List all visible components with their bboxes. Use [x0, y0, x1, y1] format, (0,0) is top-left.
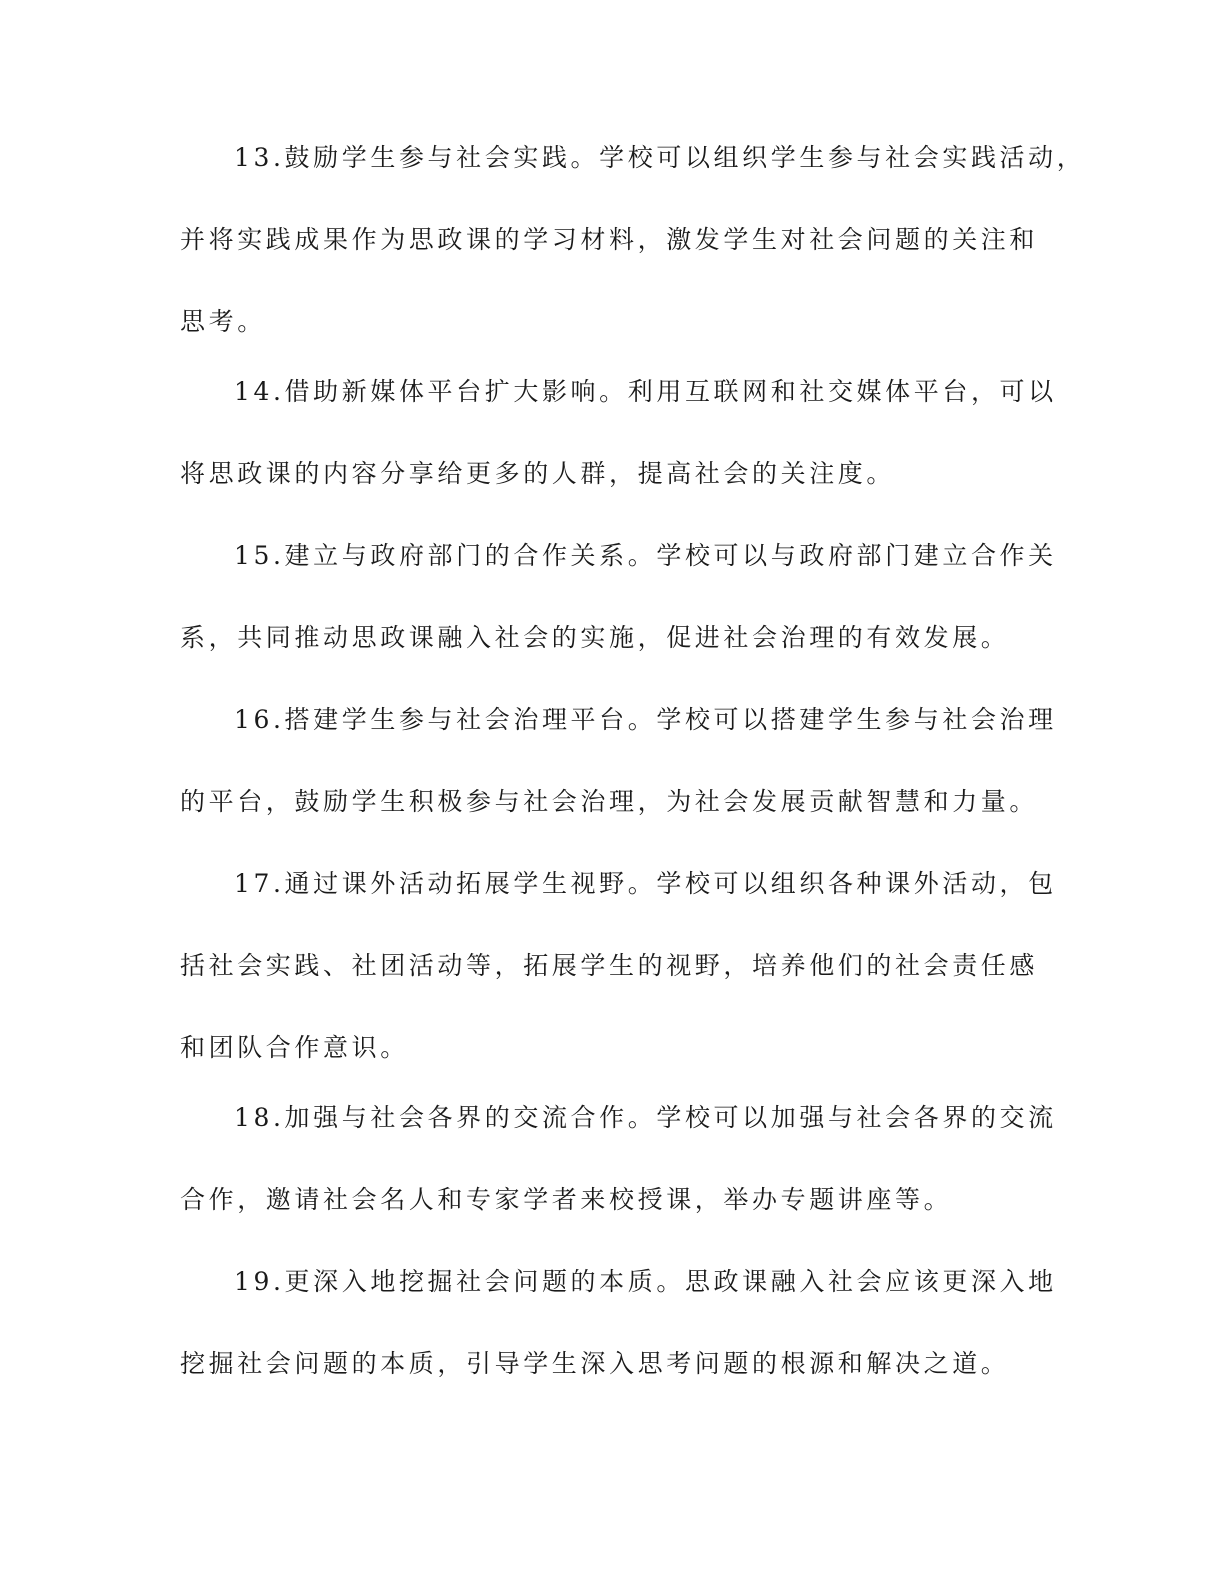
paragraph-line: 和团队合作意识。 — [180, 1033, 409, 1062]
paragraph-line: 18.加强与社会各界的交流合作。学校可以加强与社会各界的交流 — [234, 1103, 1057, 1132]
paragraph-line: 并将实践成果作为思政课的学习材料，激发学生对社会问题的关注和 — [180, 225, 1039, 254]
paragraph-line: 14.借助新媒体平台扩大影响。利用互联网和社交媒体平台，可以 — [234, 377, 1057, 406]
paragraph-line: 16.搭建学生参与社会治理平台。学校可以搭建学生参与社会治理 — [234, 705, 1057, 734]
paragraph-line: 挖掘社会问题的本质，引导学生深入思考问题的根源和解决之道。 — [180, 1349, 1010, 1378]
paragraph-13 — [180, 117, 1086, 363]
paragraph-17 — [180, 843, 1057, 1089]
paragraph-line: 思考。 — [180, 307, 266, 336]
paragraph-19 — [180, 1241, 1057, 1405]
paragraph-18 — [180, 1077, 1057, 1241]
paragraph-line: 13.鼓励学生参与社会实践。学校可以组织学生参与社会实践活动， — [234, 143, 1086, 172]
paragraph-15 — [180, 515, 1057, 679]
paragraph-line: 系，共同推动思政课融入社会的实施，促进社会治理的有效发展。 — [180, 623, 1010, 652]
paragraph-line: 15.建立与政府部门的合作关系。学校可以与政府部门建立合作关 — [234, 541, 1057, 570]
paragraph-line: 将思政课的内容分享给更多的人群，提高社会的关注度。 — [180, 459, 896, 488]
paragraph-16 — [180, 679, 1057, 843]
paragraph-14 — [180, 351, 1057, 515]
paragraph-line: 的平台，鼓励学生积极参与社会治理，为社会发展贡献智慧和力量。 — [180, 787, 1039, 816]
paragraph-line: 括社会实践、社团活动等，拓展学生的视野，培养他们的社会责任感 — [180, 951, 1039, 980]
paragraph-line: 19.更深入地挖掘社会问题的本质。思政课融入社会应该更深入地 — [234, 1267, 1057, 1296]
paragraph-line: 17.通过课外活动拓展学生视野。学校可以组织各种课外活动，包 — [234, 869, 1057, 898]
paragraph-line: 合作，邀请社会名人和专家学者来校授课，举办专题讲座等。 — [180, 1185, 953, 1214]
